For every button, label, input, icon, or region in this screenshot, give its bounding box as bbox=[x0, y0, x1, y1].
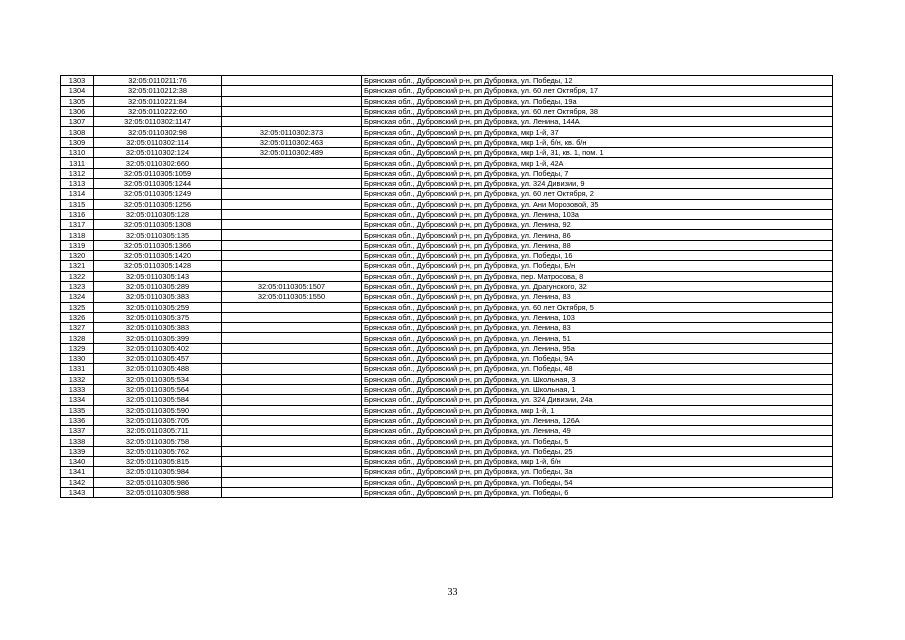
related-cadastral-number-cell bbox=[222, 343, 362, 353]
address-cell: Брянская обл., Дубровский р-н, рп Дубровка, ул. 324 Дивизии, 24а bbox=[362, 395, 833, 405]
related-cadastral-number-cell bbox=[222, 323, 362, 333]
cadastral-number-cell: 32:05:0110305:815 bbox=[94, 456, 222, 466]
cadastral-number-cell: 32:05:0110305:488 bbox=[94, 364, 222, 374]
table-row bbox=[61, 364, 833, 374]
cadastral-number-cell: 32:05:0110305:383 bbox=[94, 323, 222, 333]
related-cadastral-number-cell bbox=[222, 76, 362, 86]
row-number-cell: 1309 bbox=[61, 137, 94, 147]
table-row bbox=[61, 230, 833, 240]
address-cell: Брянская обл., Дубровский р-н, рп Дубровка, ул. Победы, 12 bbox=[362, 76, 833, 86]
row-number-cell: 1325 bbox=[61, 302, 94, 312]
table-row bbox=[61, 343, 833, 353]
cadastral-number-cell: 32:05:0110211:76 bbox=[94, 76, 222, 86]
row-number-cell: 1339 bbox=[61, 446, 94, 456]
address-cell: Брянская обл., Дубровский р-н, рп Дубровка, ул. 324 Дивизии, 9 bbox=[362, 178, 833, 188]
table-row bbox=[61, 302, 833, 312]
related-cadastral-number-cell: 32:05:0110305:1550 bbox=[222, 292, 362, 302]
address-cell: Брянская обл., Дубровский р-н, рп Дубровка, ул. 60 лет Октября, 2 bbox=[362, 189, 833, 199]
row-number-cell: 1342 bbox=[61, 477, 94, 487]
related-cadastral-number-cell bbox=[222, 456, 362, 466]
row-number-cell: 1322 bbox=[61, 271, 94, 281]
address-cell: Брянская обл., Дубровский р-н, рп Дубровка, мкр 1-й, 1 bbox=[362, 405, 833, 415]
related-cadastral-number-cell bbox=[222, 261, 362, 271]
address-cell: Брянская обл., Дубровский р-н, рп Дубровка, ул. Ленина, 51 bbox=[362, 333, 833, 343]
table-row bbox=[61, 106, 833, 116]
row-number-cell: 1343 bbox=[61, 487, 94, 497]
related-cadastral-number-cell bbox=[222, 467, 362, 477]
address-cell: Брянская обл., Дубровский р-н, рп Дубровка, ул. Победы, 54 bbox=[362, 477, 833, 487]
table-row bbox=[61, 446, 833, 456]
row-number-cell: 1341 bbox=[61, 467, 94, 477]
row-number-cell: 1336 bbox=[61, 415, 94, 425]
related-cadastral-number-cell bbox=[222, 117, 362, 127]
address-cell: Брянская обл., Дубровский р-н, рп Дубровка, мкр 1-й, 37 bbox=[362, 127, 833, 137]
table-row bbox=[61, 415, 833, 425]
address-cell: Брянская обл., Дубровский р-н, рп Дубровка, ул. Ленина, 126А bbox=[362, 415, 833, 425]
address-cell: Брянская обл., Дубровский р-н, рп Дубровка, ул. Ленина, 103 bbox=[362, 312, 833, 322]
related-cadastral-number-cell bbox=[222, 240, 362, 250]
address-cell: Брянская обл., Дубровский р-н, рп Дубровка, ул. 60 лет Октября, 5 bbox=[362, 302, 833, 312]
address-cell: Брянская обл., Дубровский р-н, рп Дубровка, ул. Ленина, 95а bbox=[362, 343, 833, 353]
row-number-cell: 1306 bbox=[61, 106, 94, 116]
cadastral-number-cell: 32:05:0110305:135 bbox=[94, 230, 222, 240]
related-cadastral-number-cell: 32:05:0110302:463 bbox=[222, 137, 362, 147]
row-number-cell: 1340 bbox=[61, 456, 94, 466]
related-cadastral-number-cell bbox=[222, 96, 362, 106]
related-cadastral-number-cell bbox=[222, 405, 362, 415]
cadastral-number-cell: 32:05:0110305:984 bbox=[94, 467, 222, 477]
table-row bbox=[61, 333, 833, 343]
row-number-cell: 1327 bbox=[61, 323, 94, 333]
related-cadastral-number-cell bbox=[222, 199, 362, 209]
cadastral-number-cell: 32:05:0110305:988 bbox=[94, 487, 222, 497]
related-cadastral-number-cell bbox=[222, 178, 362, 188]
related-cadastral-number-cell bbox=[222, 230, 362, 240]
row-number-cell: 1312 bbox=[61, 168, 94, 178]
table-row bbox=[61, 127, 833, 137]
address-cell: Брянская обл., Дубровский р-н, рп Дубровка, мкр 1-й, б/н, кв. б/н bbox=[362, 137, 833, 147]
table-row bbox=[61, 117, 833, 127]
cadastral-number-cell: 32:05:0110302:114 bbox=[94, 137, 222, 147]
cadastral-number-cell: 32:05:0110302:660 bbox=[94, 158, 222, 168]
related-cadastral-number-cell bbox=[222, 415, 362, 425]
cadastral-number-cell: 32:05:0110305:758 bbox=[94, 436, 222, 446]
row-number-cell: 1304 bbox=[61, 86, 94, 96]
row-number-cell: 1316 bbox=[61, 209, 94, 219]
cadastral-number-cell: 32:05:0110302:98 bbox=[94, 127, 222, 137]
address-cell: Брянская обл., Дубровский р-н, рп Дубровка, мкр 1-й, б/н bbox=[362, 456, 833, 466]
row-number-cell: 1334 bbox=[61, 395, 94, 405]
row-number-cell: 1308 bbox=[61, 127, 94, 137]
row-number-cell: 1311 bbox=[61, 158, 94, 168]
row-number-cell: 1314 bbox=[61, 189, 94, 199]
row-number-cell: 1317 bbox=[61, 220, 94, 230]
address-cell: Брянская обл., Дубровский р-н, рп Дубровка, ул. Победы, 19а bbox=[362, 96, 833, 106]
table-row bbox=[61, 261, 833, 271]
row-number-cell: 1330 bbox=[61, 354, 94, 364]
table-row bbox=[61, 158, 833, 168]
cadastral-number-cell: 32:05:0110305:1428 bbox=[94, 261, 222, 271]
row-number-cell: 1337 bbox=[61, 426, 94, 436]
address-cell: Брянская обл., Дубровский р-н, рп Дубровка, мкр 1-й, 31, кв. 1, пом. 1 bbox=[362, 148, 833, 158]
row-number-cell: 1332 bbox=[61, 374, 94, 384]
related-cadastral-number-cell bbox=[222, 302, 362, 312]
row-number-cell: 1324 bbox=[61, 292, 94, 302]
related-cadastral-number-cell bbox=[222, 426, 362, 436]
cadastral-number-cell: 32:05:0110305:711 bbox=[94, 426, 222, 436]
cadastral-number-cell: 32:05:0110305:1059 bbox=[94, 168, 222, 178]
table-row bbox=[61, 477, 833, 487]
row-number-cell: 1333 bbox=[61, 384, 94, 394]
cadastral-number-cell: 32:05:0110305:534 bbox=[94, 374, 222, 384]
address-cell: Брянская обл., Дубровский р-н, рп Дубровка, ул. Победы, 5 bbox=[362, 436, 833, 446]
related-cadastral-number-cell: 32:05:0110302:489 bbox=[222, 148, 362, 158]
table-row bbox=[61, 240, 833, 250]
related-cadastral-number-cell bbox=[222, 251, 362, 261]
cadastral-number-cell: 32:05:0110305:289 bbox=[94, 281, 222, 291]
cadastral-number-cell: 32:05:0110302:1147 bbox=[94, 117, 222, 127]
cadastral-number-cell: 32:05:0110305:1308 bbox=[94, 220, 222, 230]
row-number-cell: 1310 bbox=[61, 148, 94, 158]
address-cell: Брянская обл., Дубровский р-н, рп Дубровка, ул. Победы, 25 bbox=[362, 446, 833, 456]
table-row bbox=[61, 456, 833, 466]
related-cadastral-number-cell bbox=[222, 374, 362, 384]
related-cadastral-number-cell bbox=[222, 436, 362, 446]
row-number-cell: 1323 bbox=[61, 281, 94, 291]
address-cell: Брянская обл., Дубровский р-н, рп Дубровка, ул. Ленина, 83 bbox=[362, 323, 833, 333]
table-row bbox=[61, 76, 833, 86]
related-cadastral-number-cell: 32:05:0110302:373 bbox=[222, 127, 362, 137]
row-number-cell: 1303 bbox=[61, 76, 94, 86]
table-row bbox=[61, 209, 833, 219]
address-cell: Брянская обл., Дубровский р-н, рп Дубровка, ул. Школьная, 1 bbox=[362, 384, 833, 394]
table-row bbox=[61, 292, 833, 302]
page-number: 33 bbox=[447, 587, 458, 598]
row-number-cell: 1329 bbox=[61, 343, 94, 353]
cadastral-number-cell: 32:05:0110305:1244 bbox=[94, 178, 222, 188]
related-cadastral-number-cell bbox=[222, 220, 362, 230]
table-row bbox=[61, 271, 833, 281]
related-cadastral-number-cell bbox=[222, 395, 362, 405]
row-number-cell: 1326 bbox=[61, 312, 94, 322]
address-cell: Брянская обл., Дубровский р-н, рп Дубровка, ул. Ленина, 92 bbox=[362, 220, 833, 230]
related-cadastral-number-cell bbox=[222, 354, 362, 364]
address-cell: Брянская обл., Дубровский р-н, рп Дубровка, ул. Победы, 7 bbox=[362, 168, 833, 178]
address-cell: Брянская обл., Дубровский р-н, рп Дубровка, ул. Победы, 3а bbox=[362, 467, 833, 477]
cadastral-number-cell: 32:05:0110305:399 bbox=[94, 333, 222, 343]
row-number-cell: 1321 bbox=[61, 261, 94, 271]
table-row bbox=[61, 189, 833, 199]
related-cadastral-number-cell bbox=[222, 86, 362, 96]
cadastral-number-cell: 32:05:0110305:705 bbox=[94, 415, 222, 425]
cadastral-number-cell: 32:05:0110305:383 bbox=[94, 292, 222, 302]
row-number-cell: 1318 bbox=[61, 230, 94, 240]
registry-table-body bbox=[61, 76, 833, 498]
address-cell: Брянская обл., Дубровский р-н, рп Дубровка, ул. 60 лет Октября, 17 bbox=[362, 86, 833, 96]
cadastral-number-cell: 32:05:0110221:84 bbox=[94, 96, 222, 106]
cadastral-number-cell: 32:05:0110305:375 bbox=[94, 312, 222, 322]
address-cell: Брянская обл., Дубровский р-н, рп Дубровка, ул. Ленина, 86 bbox=[362, 230, 833, 240]
cadastral-number-cell: 32:05:0110222:60 bbox=[94, 106, 222, 116]
cadastral-number-cell: 32:05:0110305:1249 bbox=[94, 189, 222, 199]
table-row bbox=[61, 220, 833, 230]
cadastral-number-cell: 32:05:0110212:38 bbox=[94, 86, 222, 96]
row-number-cell: 1319 bbox=[61, 240, 94, 250]
cadastral-number-cell: 32:05:0110305:128 bbox=[94, 209, 222, 219]
cadastral-number-cell: 32:05:0110305:1420 bbox=[94, 251, 222, 261]
address-cell: Брянская обл., Дубровский р-н, рп Дубровка, ул. Драгунского, 32 bbox=[362, 281, 833, 291]
table-row bbox=[61, 487, 833, 497]
cadastral-number-cell: 32:05:0110305:584 bbox=[94, 395, 222, 405]
cadastral-number-cell: 32:05:0110305:564 bbox=[94, 384, 222, 394]
row-number-cell: 1331 bbox=[61, 364, 94, 374]
address-cell: Брянская обл., Дубровский р-н, рп Дубровка, ул. Победы, 6 bbox=[362, 487, 833, 497]
address-cell: Брянская обл., Дубровский р-н, рп Дубровка, ул. Ленина, 88 bbox=[362, 240, 833, 250]
row-number-cell: 1315 bbox=[61, 199, 94, 209]
row-number-cell: 1305 bbox=[61, 96, 94, 106]
table-row bbox=[61, 281, 833, 291]
cadastral-number-cell: 32:05:0110305:143 bbox=[94, 271, 222, 281]
row-number-cell: 1320 bbox=[61, 251, 94, 261]
cadastral-number-cell: 32:05:0110305:259 bbox=[94, 302, 222, 312]
related-cadastral-number-cell bbox=[222, 487, 362, 497]
registry-table bbox=[60, 75, 833, 498]
related-cadastral-number-cell bbox=[222, 446, 362, 456]
table-row bbox=[61, 168, 833, 178]
row-number-cell: 1313 bbox=[61, 178, 94, 188]
table-row bbox=[61, 405, 833, 415]
table-row bbox=[61, 178, 833, 188]
related-cadastral-number-cell bbox=[222, 106, 362, 116]
cadastral-number-cell: 32:05:0110305:1366 bbox=[94, 240, 222, 250]
table-row bbox=[61, 148, 833, 158]
address-cell: Брянская обл., Дубровский р-н, рп Дубровка, пер. Матросова, 8 bbox=[362, 271, 833, 281]
related-cadastral-number-cell bbox=[222, 271, 362, 281]
cadastral-number-cell: 32:05:0110305:457 bbox=[94, 354, 222, 364]
table-row bbox=[61, 96, 833, 106]
cadastral-number-cell: 32:05:0110305:986 bbox=[94, 477, 222, 487]
table-row bbox=[61, 323, 833, 333]
row-number-cell: 1307 bbox=[61, 117, 94, 127]
table-row bbox=[61, 426, 833, 436]
related-cadastral-number-cell bbox=[222, 333, 362, 343]
table-row bbox=[61, 312, 833, 322]
address-cell: Брянская обл., Дубровский р-н, рп Дубровка, ул. Победы, 9А bbox=[362, 354, 833, 364]
address-cell: Брянская обл., Дубровский р-н, рп Дубровка, мкр 1-й, 42А bbox=[362, 158, 833, 168]
related-cadastral-number-cell bbox=[222, 364, 362, 374]
table-row bbox=[61, 374, 833, 384]
cadastral-number-cell: 32:05:0110305:1256 bbox=[94, 199, 222, 209]
address-cell: Брянская обл., Дубровский р-н, рп Дубровка, ул. Победы, Б/н bbox=[362, 261, 833, 271]
address-cell: Брянская обл., Дубровский р-н, рп Дубровка, ул. Победы, 48 bbox=[362, 364, 833, 374]
table-row bbox=[61, 384, 833, 394]
address-cell: Брянская обл., Дубровский р-н, рп Дубровка, ул. Ленина, 144А bbox=[362, 117, 833, 127]
row-number-cell: 1335 bbox=[61, 405, 94, 415]
address-cell: Брянская обл., Дубровский р-н, рп Дубровка, ул. Ленина, 49 bbox=[362, 426, 833, 436]
row-number-cell: 1338 bbox=[61, 436, 94, 446]
table-row bbox=[61, 467, 833, 477]
cadastral-number-cell: 32:05:0110305:402 bbox=[94, 343, 222, 353]
related-cadastral-number-cell bbox=[222, 477, 362, 487]
cadastral-number-cell: 32:05:0110302:124 bbox=[94, 148, 222, 158]
cadastral-number-cell: 32:05:0110305:762 bbox=[94, 446, 222, 456]
table-row bbox=[61, 86, 833, 96]
row-number-cell: 1328 bbox=[61, 333, 94, 343]
related-cadastral-number-cell bbox=[222, 312, 362, 322]
cadastral-number-cell: 32:05:0110305:590 bbox=[94, 405, 222, 415]
address-cell: Брянская обл., Дубровский р-н, рп Дубровка, ул. Ленина, 103а bbox=[362, 209, 833, 219]
table-row bbox=[61, 395, 833, 405]
related-cadastral-number-cell bbox=[222, 158, 362, 168]
related-cadastral-number-cell bbox=[222, 384, 362, 394]
table-row bbox=[61, 137, 833, 147]
related-cadastral-number-cell: 32:05:0110305:1507 bbox=[222, 281, 362, 291]
table-row bbox=[61, 251, 833, 261]
related-cadastral-number-cell bbox=[222, 189, 362, 199]
address-cell: Брянская обл., Дубровский р-н, рп Дубровка, ул. Ленина, 83 bbox=[362, 292, 833, 302]
table-row bbox=[61, 354, 833, 364]
address-cell: Брянская обл., Дубровский р-н, рп Дубровка, ул. Победы, 16 bbox=[362, 251, 833, 261]
address-cell: Брянская обл., Дубровский р-н, рп Дубровка, ул. Ани Морозовой, 35 bbox=[362, 199, 833, 209]
table-row bbox=[61, 199, 833, 209]
address-cell: Брянская обл., Дубровский р-н, рп Дубровка, ул. 60 лет Октября, 38 bbox=[362, 106, 833, 116]
table-row bbox=[61, 436, 833, 446]
related-cadastral-number-cell bbox=[222, 209, 362, 219]
address-cell: Брянская обл., Дубровский р-н, рп Дубровка, ул. Школьная, 3 bbox=[362, 374, 833, 384]
related-cadastral-number-cell bbox=[222, 168, 362, 178]
